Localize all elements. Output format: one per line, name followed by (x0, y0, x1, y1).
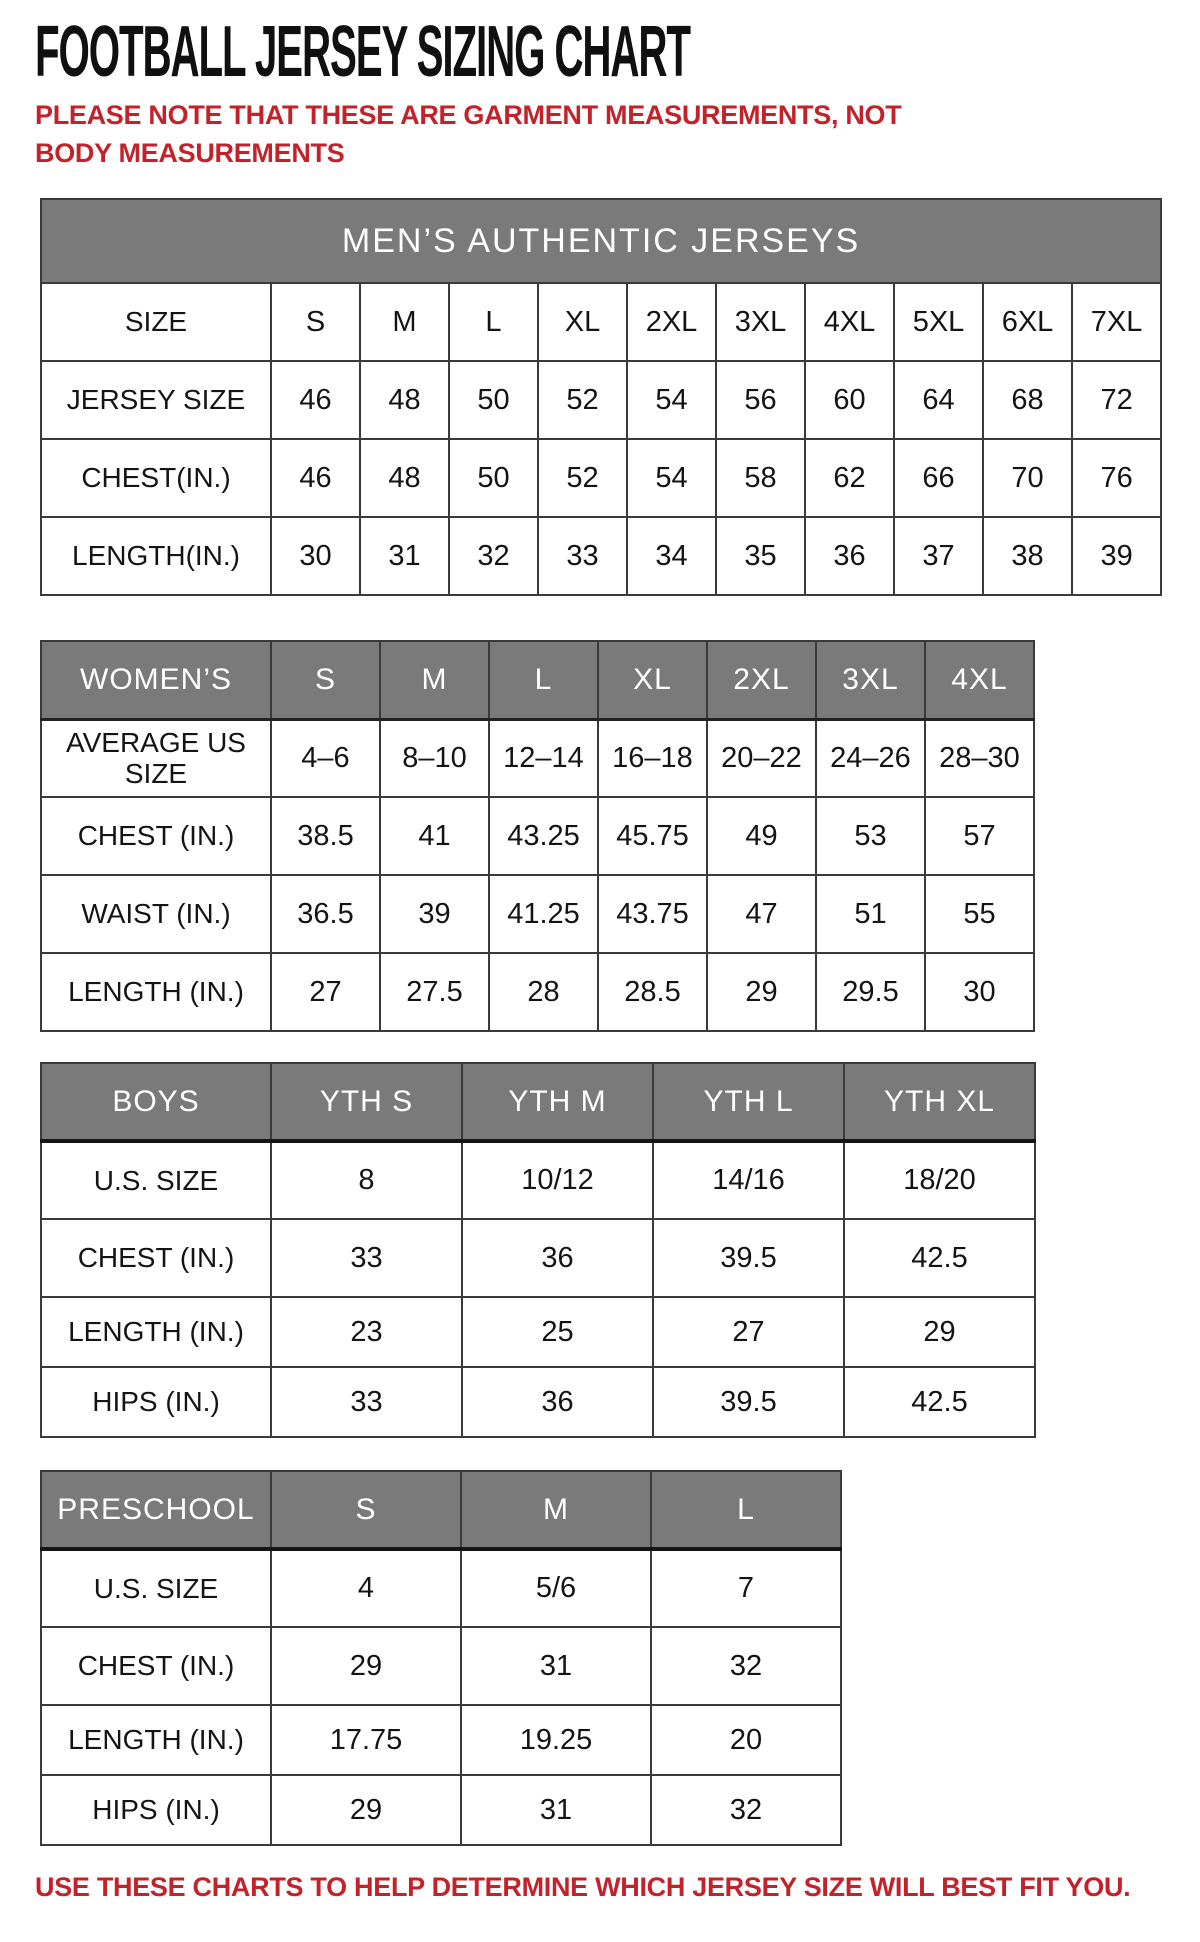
womens-table-body (41, 719, 1034, 1031)
measurement-cell: 25 (462, 1297, 653, 1367)
measurement-cell: 2XL (627, 283, 716, 361)
measurement-cell: 29 (271, 1775, 461, 1845)
measurement-cell: 4XL (805, 283, 894, 361)
measurement-cell: 54 (627, 361, 716, 439)
measurement-cell: 62 (805, 439, 894, 517)
measurement-cell: 10/12 (462, 1141, 653, 1219)
measurement-cell: 3XL (716, 283, 805, 361)
womens-jerseys-table (40, 640, 1035, 1032)
size-column-header: M (461, 1471, 651, 1549)
mens-table-banner: MEN’S AUTHENTIC JERSEYS (41, 199, 1161, 283)
measurement-cell: 36 (462, 1219, 653, 1297)
measurement-cell: 36 (805, 517, 894, 595)
size-column-header: L (489, 641, 598, 719)
measurement-cell: 27 (271, 953, 380, 1031)
measurement-cell: 30 (271, 517, 360, 595)
measurement-cell: 48 (360, 361, 449, 439)
measurement-cell: 19.25 (461, 1705, 651, 1775)
table-row (41, 1141, 1035, 1219)
measurement-cell: 37 (894, 517, 983, 595)
preschool-table-header-row (41, 1471, 841, 1549)
garment-measurement-note: PLEASE NOTE THAT THESE ARE GARMENT MEASUREMENTS, NOT BODY MEASUREMENTS (35, 100, 902, 168)
size-column-header: XL (598, 641, 707, 719)
measurement-cell: 29 (844, 1297, 1035, 1367)
measurement-cell: 45.75 (598, 797, 707, 875)
size-column-header: L (651, 1471, 841, 1549)
size-column-header: YTH XL (844, 1063, 1035, 1141)
measurement-cell: 70 (983, 439, 1072, 517)
measurement-cell: 42.5 (844, 1219, 1035, 1297)
measurement-cell: 16–18 (598, 719, 707, 797)
measurement-cell: 39.5 (653, 1367, 844, 1437)
mens-table-banner-row (41, 199, 1161, 283)
row-label: U.S. SIZE (41, 1141, 271, 1219)
size-column-header: YTH S (271, 1063, 462, 1141)
measurement-cell: 47 (707, 875, 816, 953)
measurement-cell: 14/16 (653, 1141, 844, 1219)
measurement-cell: 57 (925, 797, 1034, 875)
measurement-cell: L (449, 283, 538, 361)
size-column-header: M (380, 641, 489, 719)
row-label: CHEST (IN.) (41, 797, 271, 875)
row-label: LENGTH (IN.) (41, 1705, 271, 1775)
table-row (41, 283, 1161, 361)
measurement-cell: 56 (716, 361, 805, 439)
measurement-cell: 35 (716, 517, 805, 595)
measurement-cell: 58 (716, 439, 805, 517)
table-row (41, 1367, 1035, 1437)
measurement-cell: 39 (380, 875, 489, 953)
measurement-cell: 50 (449, 439, 538, 517)
measurement-cell: 28 (489, 953, 598, 1031)
row-label: U.S. SIZE (41, 1549, 271, 1627)
measurement-cell: 49 (707, 797, 816, 875)
measurement-cell: 42.5 (844, 1367, 1035, 1437)
measurement-cell: 38.5 (271, 797, 380, 875)
measurement-cell: 72 (1072, 361, 1161, 439)
footer-note: USE THESE CHARTS TO HELP DETERMINE WHICH JERSEY SIZE WILL BEST FIT YOU. (35, 1872, 1131, 1902)
table-row (41, 1705, 841, 1775)
measurement-cell: 66 (894, 439, 983, 517)
boys-table-header-row (41, 1063, 1035, 1141)
measurement-cell: 31 (461, 1627, 651, 1705)
measurement-cell: 32 (449, 517, 538, 595)
preschool-jerseys-table (40, 1470, 842, 1846)
boys-jerseys-table (40, 1062, 1036, 1438)
row-label: CHEST (IN.) (41, 1219, 271, 1297)
measurement-cell: 17.75 (271, 1705, 461, 1775)
measurement-cell: 43.25 (489, 797, 598, 875)
measurement-cell: 76 (1072, 439, 1161, 517)
measurement-cell: 29 (271, 1627, 461, 1705)
measurement-cell: 64 (894, 361, 983, 439)
measurement-cell: 4 (271, 1549, 461, 1627)
table-row (41, 1297, 1035, 1367)
measurement-cell: 23 (271, 1297, 462, 1367)
page-title-text: FOOTBALL JERSEY SIZING CHART (35, 12, 690, 92)
preschool-table-body (41, 1549, 841, 1845)
row-label: JERSEY SIZE (41, 361, 271, 439)
table-row (41, 361, 1161, 439)
measurement-cell: 33 (271, 1367, 462, 1437)
measurement-cell: 6XL (983, 283, 1072, 361)
row-label: WAIST (IN.) (41, 875, 271, 953)
row-label: CHEST (IN.) (41, 1627, 271, 1705)
measurement-cell: 20 (651, 1705, 841, 1775)
measurement-cell: 5XL (894, 283, 983, 361)
row-label: LENGTH(IN.) (41, 517, 271, 595)
measurement-cell: 27 (653, 1297, 844, 1367)
size-column-header: S (271, 1471, 461, 1549)
table-row (41, 517, 1161, 595)
measurement-cell: 36 (462, 1367, 653, 1437)
row-label: AVERAGE US SIZE (41, 719, 271, 797)
measurement-cell: 34 (627, 517, 716, 595)
womens-table-header-row (41, 641, 1034, 719)
row-label: LENGTH (IN.) (41, 1297, 271, 1367)
boys-table-body (41, 1141, 1035, 1437)
measurement-cell: 55 (925, 875, 1034, 953)
measurement-cell: 20–22 (707, 719, 816, 797)
measurement-cell: 50 (449, 361, 538, 439)
row-label: SIZE (41, 283, 271, 361)
table-row (41, 1549, 841, 1627)
measurement-cell: 24–26 (816, 719, 925, 797)
measurement-cell: 28.5 (598, 953, 707, 1031)
measurement-cell: 32 (651, 1775, 841, 1845)
measurement-cell: 53 (816, 797, 925, 875)
table-title-cell: WOMEN’S (41, 641, 271, 719)
measurement-cell: 51 (816, 875, 925, 953)
size-column-header: S (271, 641, 380, 719)
table-row (41, 719, 1034, 797)
row-label: HIPS (IN.) (41, 1775, 271, 1845)
measurement-cell: M (360, 283, 449, 361)
measurement-cell: 5/6 (461, 1549, 651, 1627)
measurement-cell: 46 (271, 439, 360, 517)
size-column-header: YTH L (653, 1063, 844, 1141)
measurement-cell: 29.5 (816, 953, 925, 1031)
table-row (41, 1219, 1035, 1297)
table-title-cell: BOYS (41, 1063, 271, 1141)
size-column-header: YTH M (462, 1063, 653, 1141)
measurement-cell: 31 (360, 517, 449, 595)
table-title-cell: PRESCHOOL (41, 1471, 271, 1549)
measurement-cell: 54 (627, 439, 716, 517)
row-label: HIPS (IN.) (41, 1367, 271, 1437)
measurement-cell: 36.5 (271, 875, 380, 953)
measurement-cell: 29 (707, 953, 816, 1031)
measurement-cell: 41.25 (489, 875, 598, 953)
measurement-cell: 7 (651, 1549, 841, 1627)
measurement-cell: 18/20 (844, 1141, 1035, 1219)
measurement-cell: S (271, 283, 360, 361)
table-row (41, 1627, 841, 1705)
measurement-cell: 28–30 (925, 719, 1034, 797)
measurement-cell: 48 (360, 439, 449, 517)
measurement-cell: 27.5 (380, 953, 489, 1031)
measurement-cell: 30 (925, 953, 1034, 1031)
size-column-header: 3XL (816, 641, 925, 719)
row-label: CHEST(IN.) (41, 439, 271, 517)
measurement-cell: 4–6 (271, 719, 380, 797)
measurement-cell: 60 (805, 361, 894, 439)
page-title (35, 14, 1200, 90)
mens-table-body (41, 283, 1161, 595)
measurement-cell: 46 (271, 361, 360, 439)
measurement-cell: 68 (983, 361, 1072, 439)
measurement-cell: 33 (271, 1219, 462, 1297)
measurement-cell: 8 (271, 1141, 462, 1219)
table-row (41, 875, 1034, 953)
size-column-header: 2XL (707, 641, 816, 719)
measurement-cell: 52 (538, 439, 627, 517)
measurement-cell: 7XL (1072, 283, 1161, 361)
measurement-cell: 43.75 (598, 875, 707, 953)
measurement-cell: 41 (380, 797, 489, 875)
measurement-cell: 33 (538, 517, 627, 595)
measurement-cell: 31 (461, 1775, 651, 1845)
measurement-cell: 52 (538, 361, 627, 439)
measurement-cell: 12–14 (489, 719, 598, 797)
size-column-header: 4XL (925, 641, 1034, 719)
measurement-cell: XL (538, 283, 627, 361)
measurement-cell: 8–10 (380, 719, 489, 797)
measurement-cell: 32 (651, 1627, 841, 1705)
table-row (41, 439, 1161, 517)
table-row (41, 953, 1034, 1031)
measurement-cell: 39.5 (653, 1219, 844, 1297)
table-row (41, 1775, 841, 1845)
mens-jerseys-table (40, 198, 1162, 596)
table-row (41, 797, 1034, 875)
measurement-cell: 38 (983, 517, 1072, 595)
measurement-cell: 39 (1072, 517, 1161, 595)
row-label: LENGTH (IN.) (41, 953, 271, 1031)
